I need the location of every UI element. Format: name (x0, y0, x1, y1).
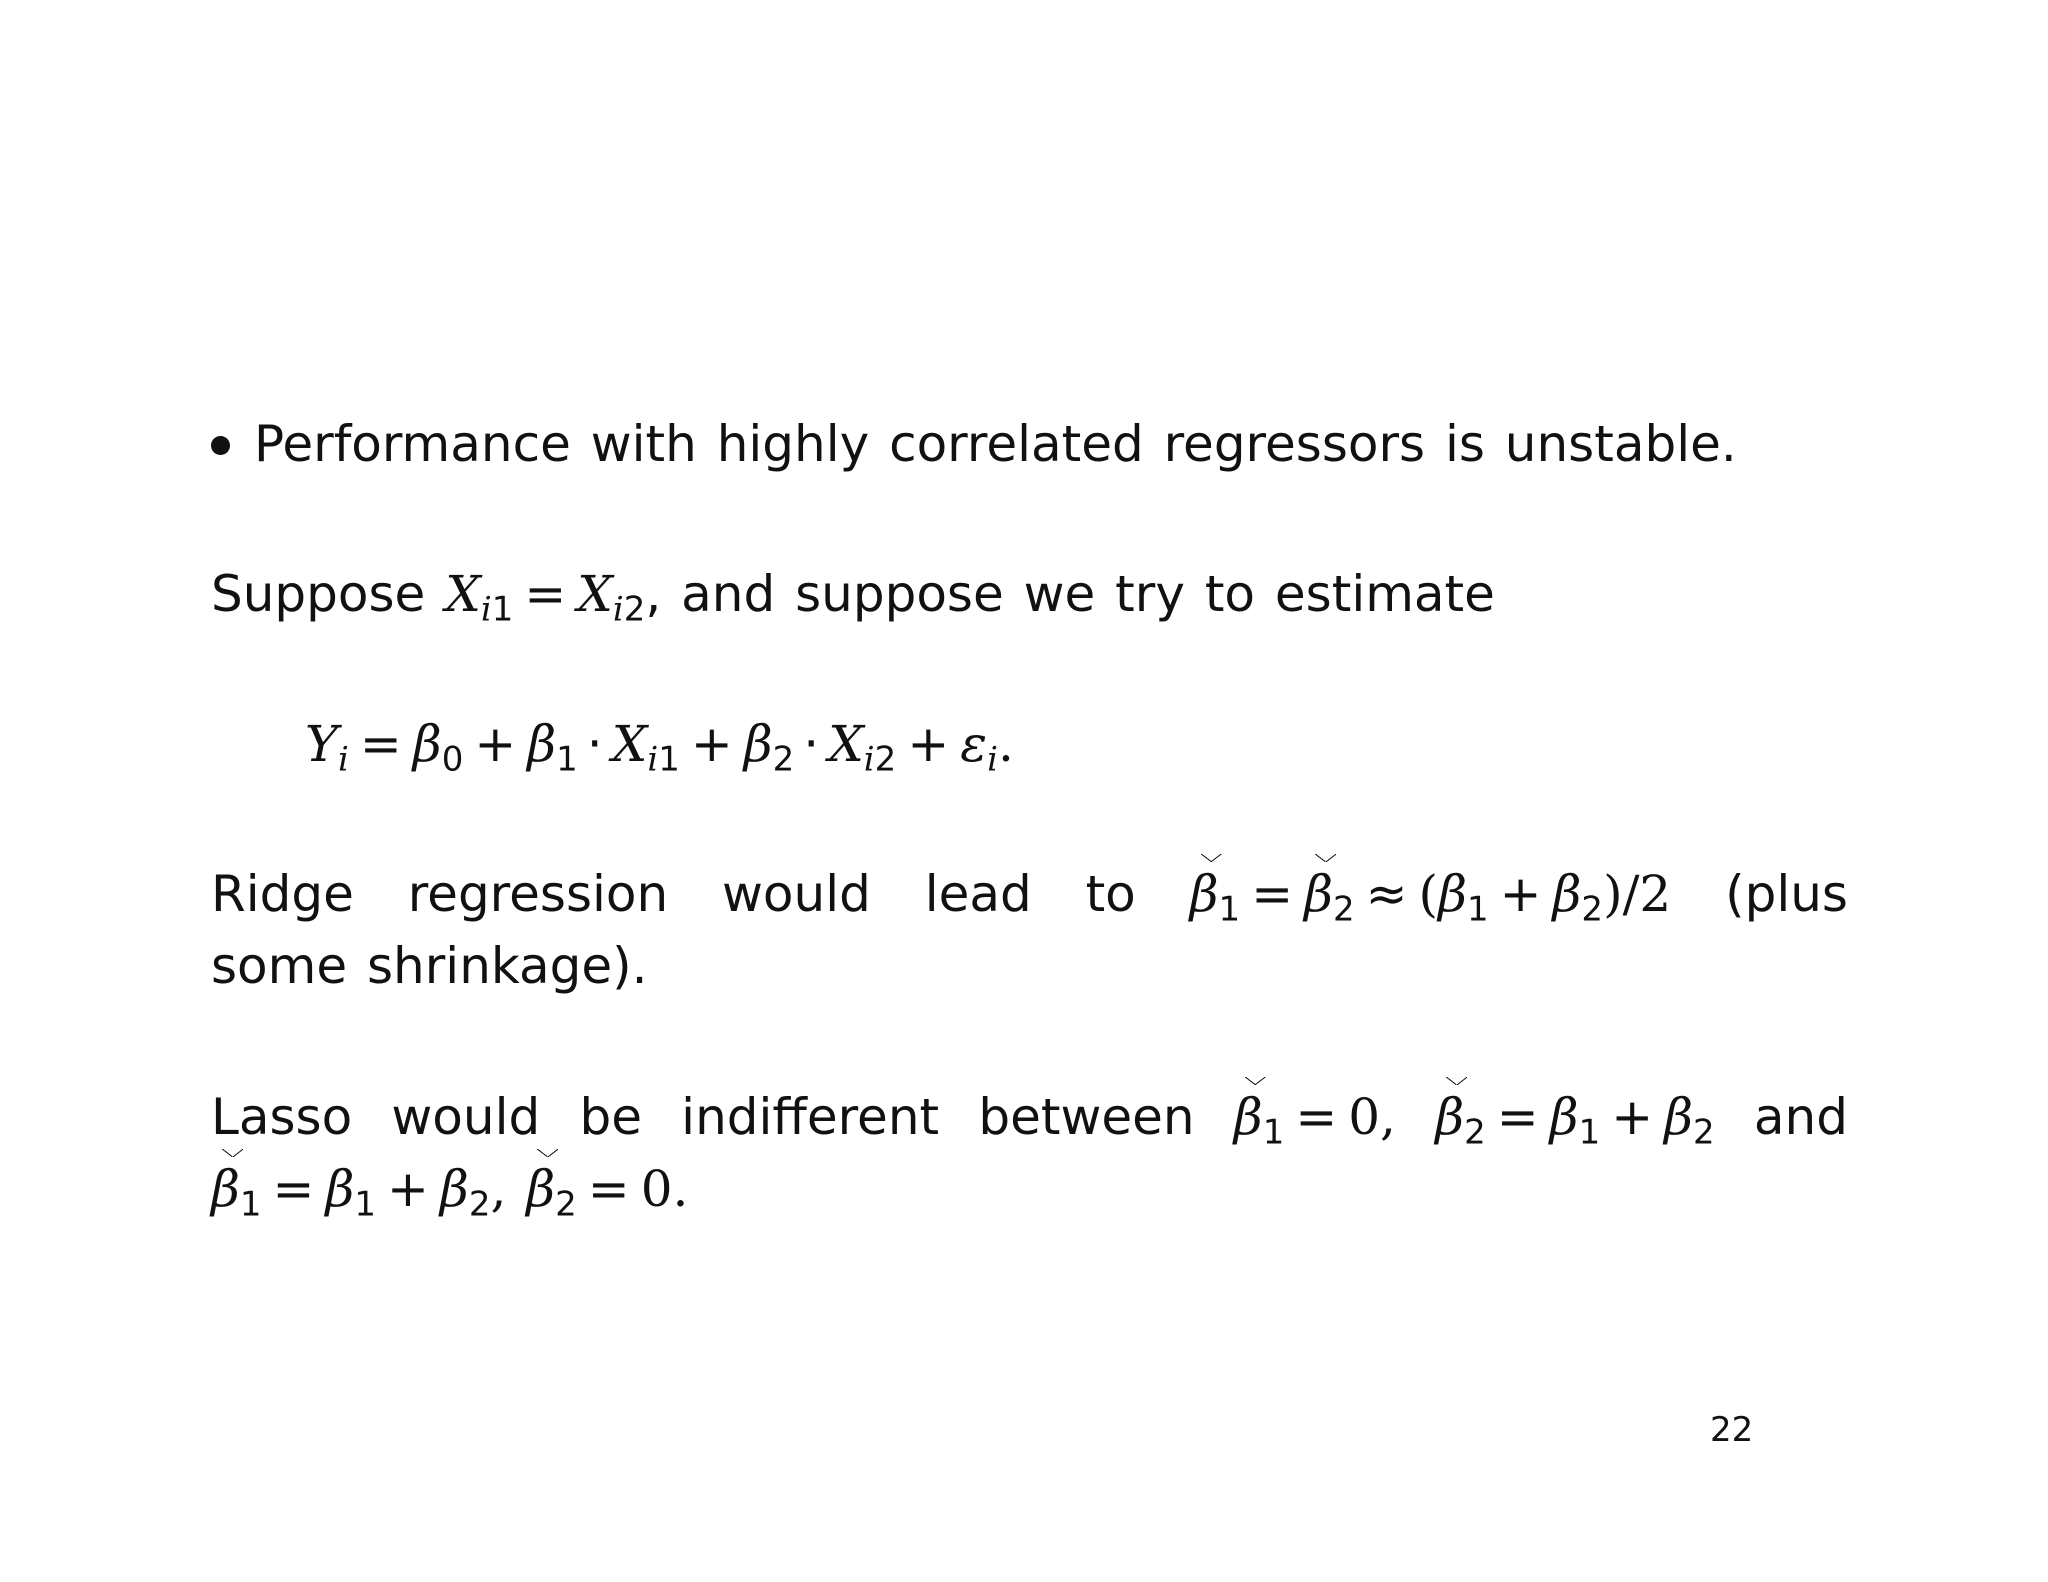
lasso-and: and (1753, 1088, 1848, 1146)
math-ridge-estimate: $\beta_1 = \beta_2 \approx (\beta_1 + \beta_2)/2$ (1190, 865, 1672, 923)
lasso-prefix: Lasso would be indifferent between (211, 1088, 1195, 1146)
math-lasso-option-2: $\beta_1 = \beta_1 + \beta_2$, $\beta_2 = 0$. (211, 1160, 688, 1218)
lasso-sentence-line-2 (211, 1157, 689, 1225)
ridge-line-2-text: some shrinkage). (211, 937, 648, 995)
lasso-sentence-line-1 (211, 1085, 1848, 1153)
math-lasso-option-1: $\beta_1 = 0$, $\beta_2 = \beta_1 + \beta_2$ (1234, 1088, 1715, 1146)
ridge-suffix: (plus (1725, 865, 1848, 923)
suppose-sentence (211, 562, 1495, 630)
regression-equation: $Y_i = \beta_0 + \beta_1 \cdot X_{i1} + \beta_2 \cdot X_{i2} + \varepsilon_i$. (305, 715, 1014, 780)
bullet-item (211, 412, 1737, 476)
page-number: 22 (1710, 1410, 1754, 1450)
math-x-equality: $X_{i1} = X_{i2}$ (445, 565, 646, 630)
suppose-prefix: Suppose (211, 565, 446, 623)
ridge-sentence-line-1 (211, 862, 1848, 930)
suppose-suffix: , and suppose we try to estimate (645, 565, 1495, 623)
bullet-text: Performance with highly correlated regressors is unstable. (254, 415, 1737, 473)
ridge-sentence-line-2 (211, 934, 648, 998)
bullet-dot-icon (211, 436, 230, 455)
ridge-prefix: Ridge regression would lead to (211, 865, 1136, 923)
